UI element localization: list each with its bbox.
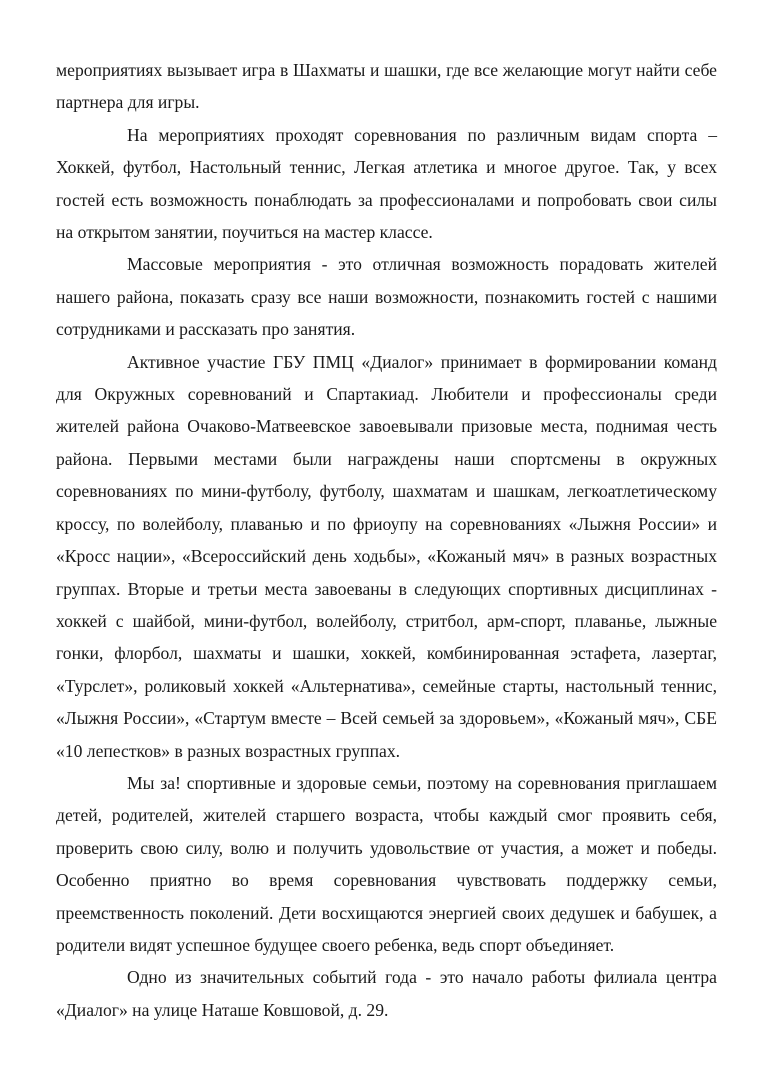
paragraph-sports-competitions: На мероприятиях проходят соревнования по различным видам спорта – Хоккей, футбол, Настольный теннис, Легкая атлетика и многое другое. Так, у всех гостей есть возможность понаблюдать за профессионалами и попробовать свои силы на открытом занятии, поучиться на мастер классе. [56,124,717,243]
paragraph-active-participation: Активное участие ГБУ ПМЦ «Диалог» принимает в формировании команд для Окружных соревнований и Спартакиад. Любители и профессионалы среди жителей района Очаково-Матвеевское завоевывали призовые места, поднимая честь района. Первыми местами были награждены наши спортсмены в окружных соревнованиях по мини-футболу, футболу, шахматам и шашкам, легкоатлетическому кроссу, по волейболу, плаванью и по фриоупу на соревнованиях «Лыжня России» и «Кросс нации», «Всероссийский день ходьбы», «Кожаный мяч» в разных возрастных группах. Вторые и третьи места завоеваны в следующих спортивных дисциплинах - хоккей с шайбой, мини-футбол, волейболу, стритбол, арм-спорт, плаванье, лыжные гонки, флорбол, шахматы и шашки, хоккей, комбинированная эстафета, лазертаг, «Турслет», роликовый хоккей «Альтернатива», семейные старты, настольный теннис, «Лыжня России», «Стартум вместе – Всей семьей за здоровьем», «Кожаный мяч», СБЕ «10 лепестков» в разных возрастных группах. [56,351,717,761]
paragraph-branch-opening: Одно из значительных событий года - это начало работы филиала центра «Диалог» на улице Наташе Ковшовой, д. 29. [56,967,717,1020]
document-body [56,54,717,1026]
paragraph-continued: мероприятиях вызывает игра в Шахматы и шашки, где все желающие могут найти себе партнера для игры. [56,60,717,113]
paragraph-mass-events: Массовые мероприятия - это отличная возможность порадовать жителей нашего района, показать сразу все наши возможности, познакомить гостей с нашими сотрудниками и рассказать про занятия. [56,254,717,340]
paragraph-sport-families: Мы за! спортивные и здоровые семьи, поэтому на соревнования приглашаем детей, родителей, жителей старшего возраста, чтобы каждый смог проявить себя, проверить свою силу, волю и получить удовольствие от участия, а может и победы. Особенно приятно во время соревнования чувствовать поддержку семьи, преемственность поколений. Дети восхищаются энергией своих дедушек и бабушек, а родители видят успешное будущее своего ребенка, ведь спорт объединяет. [56,772,717,955]
